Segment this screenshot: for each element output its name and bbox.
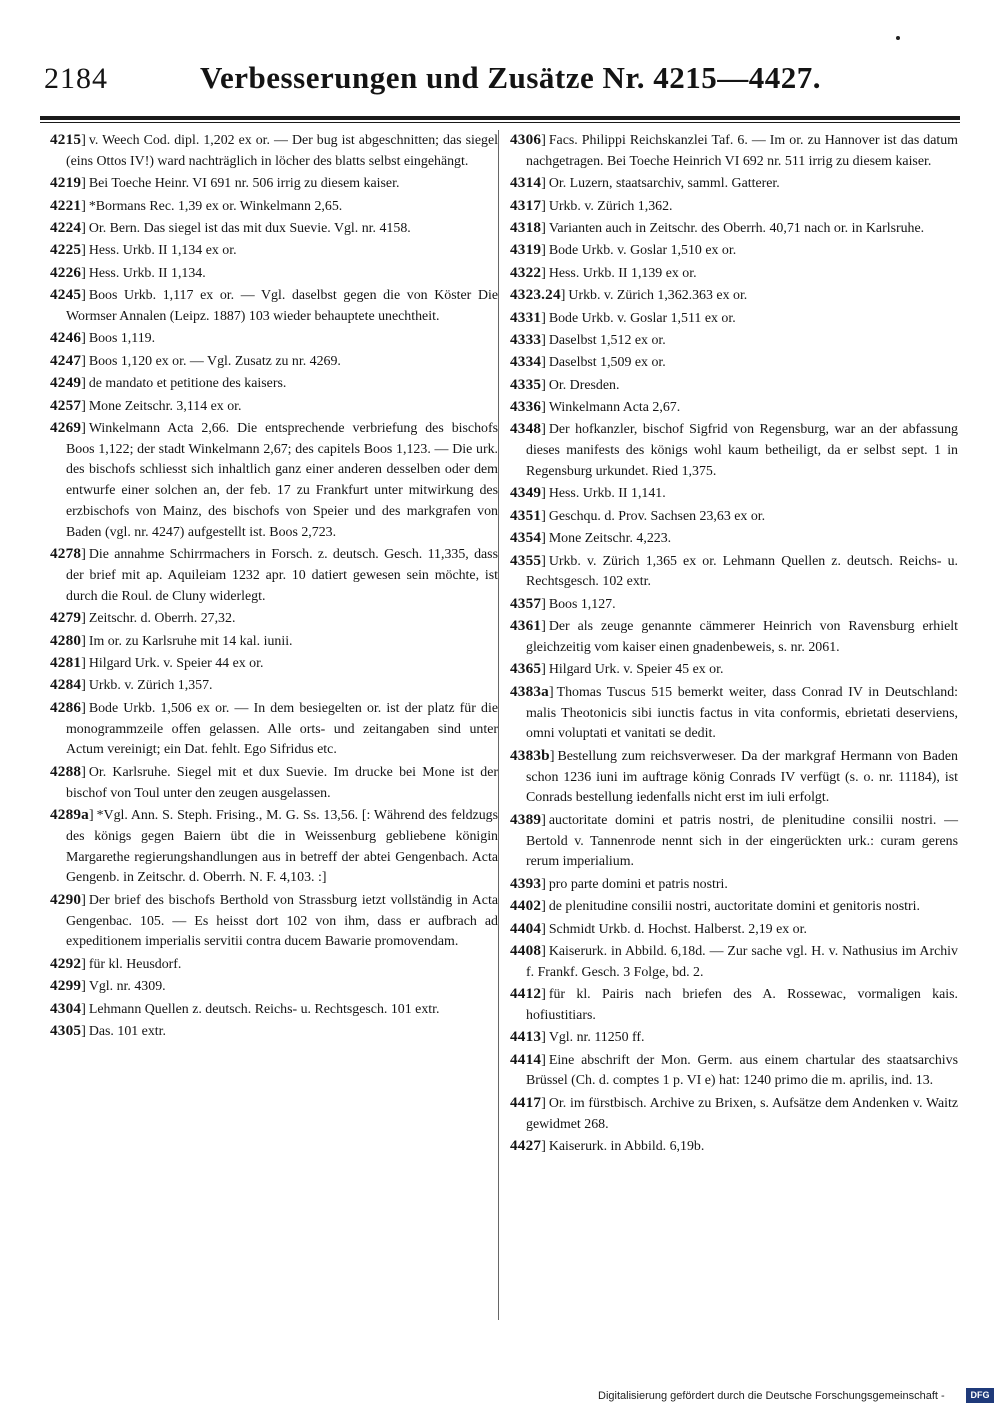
entry: [50, 328, 498, 350]
entry-bracket: ]: [81, 892, 86, 908]
entry: [510, 1027, 958, 1049]
entry-bracket: ]: [541, 133, 546, 148]
entry-bracket: ]: [541, 310, 546, 326]
entry-number: 4224: [50, 218, 82, 236]
entry-text: Or. Luzern, staatsarchiv, samml. Gatterer.: [548, 176, 780, 192]
entry: [50, 240, 498, 262]
entry-text: Mone Zeitschr. 4,223.: [548, 531, 672, 547]
entry: [510, 941, 958, 984]
entry: [50, 196, 498, 218]
entry-text: Or. im fürstbisch. Archive zu Brixen, s. Aufsätze dem Andenken v. Waitz gewidmet 268.: [526, 1095, 958, 1132]
entry-text: Zeitschr. d. Oberrh. 27,32.: [88, 611, 236, 627]
entry-number: 4412: [510, 985, 542, 1003]
entry: [510, 1136, 958, 1158]
entry-text: Hess. Urkb. II 1,139 ex or.: [548, 265, 697, 281]
entry: [50, 1021, 498, 1043]
entry: [50, 762, 498, 805]
dfg-logo: DFG: [966, 1388, 994, 1403]
entry-number: 4314: [510, 174, 542, 192]
entry-number: 4355: [510, 551, 542, 569]
entry-bracket: ]: [541, 662, 546, 678]
entry: [50, 544, 498, 607]
entry: [510, 746, 958, 809]
entry: [510, 130, 958, 173]
entry-bracket: ]: [541, 1139, 546, 1155]
entry-text: de plenitudine consilii nostri, auctoritate domini et genitoris nostri.: [548, 899, 920, 915]
entry: [510, 218, 958, 240]
entry-text: Winkelmann Acta 2,67.: [548, 400, 681, 416]
entry-number: 4299: [50, 977, 82, 995]
entry-number: 4215: [50, 131, 82, 148]
entry-text: Der hofkanzler, bischof Sigfrid von Regensburg, war an der abfassung dieses manifests des königs wohl kaum betheiligt, da er selbst sept. 1 in Regensburg urkundet. Ried 1,375.: [526, 422, 958, 480]
entry-bracket: ]: [81, 1023, 86, 1039]
entry-text: Urkb. v. Zürich 1,362.: [548, 198, 673, 214]
entry-bracket: ]: [81, 133, 86, 148]
entry: [510, 308, 958, 330]
entry-number: 4361: [510, 617, 542, 635]
entry: [510, 896, 958, 918]
entry-text: *Vgl. Ann. S. Steph. Frising., M. G. Ss. 13,56. [: Während des feldzugs des königs gegen Baiern übt die in Weissenburg gebliebene königin Margarethe regierungshandlungen aus in betreff der abtei Gengenbach. Acta Gengenb. in Zeitschr. d. Oberrh. N. F. 4,103. :]: [66, 807, 498, 886]
entry-number: 4402: [510, 897, 542, 915]
header-rule-thin: [40, 122, 960, 123]
entry-number: 4278: [50, 545, 82, 563]
entry-bracket: ]: [81, 700, 86, 716]
entry-text: Hess. Urkb. II 1,134.: [88, 265, 206, 281]
entry-bracket: ]: [88, 807, 94, 823]
entry-bracket: ]: [541, 400, 546, 416]
entry-bracket: ]: [541, 596, 546, 612]
entry: [50, 218, 498, 240]
entry-text: Vgl. nr. 11250 ff.: [548, 1030, 645, 1046]
entry-number: 4247: [50, 351, 82, 369]
page-header: [40, 62, 960, 112]
entry-number: 4365: [510, 660, 542, 678]
entry-number: 4269: [50, 418, 82, 436]
entry: [510, 285, 958, 307]
entry-bracket: ]: [541, 899, 546, 915]
entry-text: de mandato et petitione des kaisers.: [88, 376, 287, 392]
entry: [50, 373, 498, 395]
entry-number: 4333: [510, 330, 542, 348]
entry-bracket: ]: [549, 748, 555, 764]
entry-text: Das. 101 extr.: [88, 1023, 166, 1039]
entry: [510, 551, 958, 594]
entry-text: Urkb. v. Zürich 1,357.: [88, 678, 213, 694]
entry-number: 4280: [50, 631, 82, 649]
entry-number: 4357: [510, 594, 542, 612]
entry: [50, 805, 498, 889]
entry-text: Hess. Urkb. II 1,134 ex or.: [88, 243, 237, 259]
entry-text: Or. Bern. Das siegel ist das mit dux Suevie. Vgl. nr. 4158.: [88, 220, 411, 236]
entry: [510, 240, 958, 262]
entry: [50, 130, 498, 173]
entry-bracket: ]: [81, 764, 86, 780]
entry-text: Boos Urkb. 1,117 ex or. — Vgl. daselbst gegen die von Köster Die Wormser Annalen (Leipz. 1887) 103 wieder behauptete unechtheit.: [66, 288, 498, 324]
entry-bracket: ]: [81, 176, 86, 192]
column-divider: [498, 130, 499, 1320]
entry-bracket: ]: [81, 678, 86, 694]
entry-bracket: ]: [541, 377, 546, 393]
entry: [510, 397, 958, 419]
entry-bracket: ]: [81, 633, 86, 649]
entry: [50, 396, 498, 418]
entry-bracket: ]: [541, 812, 546, 828]
entry-bracket: ]: [541, 531, 546, 547]
entry-number: 4334: [510, 353, 542, 371]
entry-number: 4290: [50, 890, 82, 908]
entry: [510, 919, 958, 941]
entry-text: Thomas Tuscus 515 bemerkt weiter, dass Conrad IV in Deutschland: malis Theotonicis sibi iunctis factus in vita conformis, ebrietati deserviens, omni voluptati et vanitati se dedit.: [526, 684, 958, 742]
entry-bracket: ]: [541, 355, 546, 371]
entry-text: Urkb. v. Zürich 1,365 ex or. Lehmann Quellen z. deutsch. Reichs- u. Rechtsgesch. 102 extr.: [526, 553, 958, 590]
entry-text: Or. Karlsruhe. Siegel mit et dux Suevie. Im drucke bei Mone ist der bischof von Toul unter den zeugen ausgelassen.: [66, 764, 498, 801]
entry: [510, 1050, 958, 1093]
entry-bracket: ]: [81, 956, 86, 972]
entry-bracket: ]: [81, 331, 86, 347]
entry: [510, 483, 958, 505]
entry-number: 4413: [510, 1028, 542, 1046]
entry-bracket: ]: [541, 619, 546, 635]
entry-text: Boos 1,127.: [548, 596, 616, 612]
entry-bracket: ]: [548, 684, 554, 700]
entry: [50, 954, 498, 976]
entry-number: 4323.24: [510, 286, 561, 304]
entry: [50, 976, 498, 998]
entry-number: 4305: [50, 1021, 82, 1039]
entry-text: Kaiserurk. in Abbild. 6,19b.: [548, 1139, 705, 1155]
entry-number: 4281: [50, 654, 82, 672]
entry-number: 4257: [50, 396, 82, 414]
entry-number: 4219: [50, 174, 82, 192]
entry-bracket: ]: [81, 547, 86, 563]
entry: [50, 653, 498, 675]
page-number: 2184: [44, 62, 108, 95]
entry-text: Die annahme Schirrmachers in Forsch. z. deutsch. Gesch. 11,335, dass der brief mit ap. Aquileiam 1232 apr. 10 datiert gewesen sein möchte, ist durch die Roul. de Cluny widerlegt.: [66, 547, 498, 604]
entry-number: 4354: [510, 529, 542, 547]
entry-number: 4408: [510, 941, 542, 959]
entry: [50, 999, 498, 1021]
entry: [510, 616, 958, 659]
entry-text: Der brief des bischofs Berthold von Strassburg ietzt vollständig in Acta Gengenbac. 105. — Es heisst dort 102 von ihm, dass er aufbrach ad expeditionem imperialis servitii contra ducem Bawarie promovendam.: [66, 892, 498, 950]
entry: [510, 682, 958, 745]
entry-text: für kl. Heusdorf.: [88, 956, 182, 972]
entry-number: 4351: [510, 506, 542, 524]
entry-text: für kl. Pairis nach briefen des A. Rossewac, vormaligen kais. hofiustitiars.: [526, 987, 958, 1023]
entry-number: 4383b: [510, 746, 550, 764]
entry-text: Varianten auch in Zeitschr. des Oberrh. 40,71 nach or. in Karlsruhe.: [548, 220, 925, 236]
entry-number: 4404: [510, 919, 542, 937]
entry-bracket: ]: [81, 220, 86, 236]
entry-bracket: ]: [541, 876, 546, 892]
entry-bracket: ]: [81, 398, 86, 414]
entry-bracket: ]: [541, 1052, 546, 1068]
entry: [50, 631, 498, 653]
entry-number: 4292: [50, 954, 82, 972]
entry-text: Eine abschrift der Mon. Germ. aus einem chartular des staatsarchivs Brüssel (Ch. d. comptes 1 p. VI e) hat: 1240 primo die m. aprilis, ind. 13.: [526, 1052, 958, 1089]
page-title: Verbesserungen und Zusätze Nr. 4215—4427.: [200, 60, 822, 95]
entry-text: Boos 1,120 ex or. — Vgl. Zusatz zu nr. 4269.: [88, 353, 341, 369]
entry: [510, 263, 958, 285]
entry: [50, 890, 498, 953]
entry-text: auctoritate domini et patris nostri, de plenitudine consilii nostri. — Bertold v. Tannenrode nennt sich in der eingerückten urk.: curam gerens rerum imperialium.: [526, 812, 958, 870]
entry-bracket: ]: [541, 921, 546, 937]
entry-bracket: ]: [81, 265, 86, 281]
entry: [510, 528, 958, 550]
right-column: [510, 130, 958, 1158]
entry-number: 4348: [510, 420, 542, 438]
entry: [510, 330, 958, 352]
entry-bracket: ]: [81, 376, 86, 392]
entry-bracket: ]: [541, 243, 546, 259]
entry: [510, 1093, 958, 1136]
entry-number: 4336: [510, 398, 542, 416]
print-speck: [896, 36, 900, 40]
entry: [510, 419, 958, 482]
entry: [50, 418, 498, 544]
entry-number: 4414: [510, 1050, 542, 1068]
entry: [510, 810, 958, 873]
entry-text: Bode Urkb. v. Goslar 1,510 ex or.: [548, 243, 737, 259]
entry-number: 4246: [50, 329, 82, 347]
entry-bracket: ]: [541, 987, 546, 1003]
entry-text: Facs. Philippi Reichskanzlei Taf. 6. — Im or. zu Hannover ist das datum nachgetragen. Bei Toeche Heinrich VI 692 nr. 511 irrig zu diesem kaiser.: [526, 133, 958, 169]
entry-number: 4393: [510, 874, 542, 892]
entry-number: 4288: [50, 762, 82, 780]
entry-number: 4335: [510, 375, 542, 393]
entry: [50, 351, 498, 373]
entry: [510, 984, 958, 1027]
entry-number: 4226: [50, 263, 82, 281]
entry-bracket: ]: [81, 611, 86, 627]
entry-bracket: ]: [560, 288, 566, 304]
entry-text: Daselbst 1,512 ex or.: [548, 332, 666, 348]
header-rule-thick: [40, 116, 960, 120]
entry-number: 4322: [510, 263, 542, 281]
entry: [510, 352, 958, 374]
entry-bracket: ]: [81, 1001, 86, 1017]
entry-number: 4279: [50, 609, 82, 627]
entry: [50, 263, 498, 285]
entry-text: Urkb. v. Zürich 1,362.363 ex or.: [568, 288, 748, 304]
entry-bracket: ]: [81, 656, 86, 672]
entry: [510, 196, 958, 218]
footer-credit: Digitalisierung gefördert durch die Deutsche Forschungsgemeinschaft -: [598, 1390, 945, 1402]
entry-bracket: ]: [541, 1095, 546, 1111]
entry-number: 4306: [510, 131, 542, 148]
entry-number: 4304: [50, 999, 82, 1017]
entry-text: Winkelmann Acta 2,66. Die entsprechende verbriefung des bischofs Boos 1,122; der stadt Winkelmann 2,67; des capitels Boos 1,123. — Die urk. des bischofs schliesst sich inhaltlich ganz einer anderen desselben oder dem entwurfe einer solchen an, der feb. 17 zu Frankfurt unter mitwirkung des erzbischofs von Mainz, des bischofs von Speier und des markgrafen von Baden (vgl. nr. 4247) aufgestellt ist. Boos 2,723.: [66, 420, 498, 540]
entry-text: Kaiserurk. in Abbild. 6,18d. — Zur sache vgl. H. v. Nathusius im Archiv f. Frankf. Gesch. 3 Folge, bd. 2.: [526, 943, 958, 980]
entry-bracket: ]: [81, 353, 86, 369]
entry-number: 4225: [50, 241, 82, 259]
entry-number: 4284: [50, 676, 82, 694]
left-column: [50, 130, 498, 1043]
entry-text: Bei Toeche Heinr. VI 691 nr. 506 irrig zu diesem kaiser.: [88, 176, 400, 192]
entry-text: Hilgard Urk. v. Speier 45 ex or.: [548, 662, 724, 678]
entry-number: 4221: [50, 196, 82, 214]
entry-bracket: ]: [541, 553, 546, 569]
entry-bracket: ]: [81, 420, 86, 436]
entry-number: 4286: [50, 698, 82, 716]
entry-bracket: ]: [81, 979, 86, 995]
entry-text: Der als zeuge genannte cämmerer Heinrich von Ravensburg erhielt gleichzeitig vom kaiser einen gnadenbeweis, s. nr. 2061.: [526, 619, 958, 656]
entry: [510, 173, 958, 195]
entry-bracket: ]: [541, 486, 546, 502]
entry-number: 4317: [510, 196, 542, 214]
entry-number: 4245: [50, 286, 82, 304]
entry-number: 4427: [510, 1137, 542, 1155]
entry-number: 4389: [510, 810, 542, 828]
entry: [50, 675, 498, 697]
entry: [50, 698, 498, 761]
entry: [510, 506, 958, 528]
entry-bracket: ]: [541, 265, 546, 281]
entry-bracket: ]: [541, 198, 546, 214]
entry-text: Schmidt Urkb. d. Hochst. Halberst. 2,19 ex or.: [548, 921, 807, 937]
entry-bracket: ]: [541, 332, 546, 348]
entry-text: Hilgard Urk. v. Speier 44 ex or.: [88, 656, 264, 672]
entry-number: 4249: [50, 374, 82, 392]
entry-text: *Bormans Rec. 1,39 ex or. Winkelmann 2,65.: [88, 198, 343, 214]
entry-text: Im or. zu Karlsruhe mit 14 kal. iunii.: [88, 633, 293, 649]
entry-number: 4349: [510, 484, 542, 502]
entry-number: 4319: [510, 241, 542, 259]
entry: [510, 594, 958, 616]
entry-bracket: ]: [81, 198, 86, 214]
entry-text: v. Weech Cod. dipl. 1,202 ex or. — Der bug ist abgeschnitten; das siegel (eins Ottos IV!) ward nachträglich in löcher des blatts selbst eingehängt.: [66, 133, 498, 169]
entry-text: Vgl. nr. 4309.: [88, 979, 166, 995]
entry-bracket: ]: [541, 943, 546, 959]
entry-text: Bestellung zum reichsverweser. Da der markgraf Hermann von Baden schon 1236 iuni im auftrage könig Conrads IV verfügt (s. o. nr. 11184), ist Conrads bestellung iedenfalls nicht erst im iuli erfolgt.: [526, 748, 958, 806]
entry-text: Mone Zeitschr. 3,114 ex or.: [88, 398, 242, 414]
entry-text: Bode Urkb. 1,506 ex or. — In dem besiegelten or. ist der platz für die monogrammzeile offen gelassen. Alle orts- und zeitangaben sind unter Actum vereinigt; ein Dat. fehlt. Ego Sifridus etc.: [66, 700, 498, 758]
entry-bracket: ]: [541, 508, 546, 524]
entry-text: Hess. Urkb. II 1,141.: [548, 486, 666, 502]
entry-number: 4383a: [510, 682, 549, 700]
entry-number: 4318: [510, 218, 542, 236]
entry-text: Bode Urkb. v. Goslar 1,511 ex or.: [548, 310, 736, 326]
entry: [50, 608, 498, 630]
entry: [510, 659, 958, 681]
entry: [50, 173, 498, 195]
entry-number: 4417: [510, 1093, 542, 1111]
entry: [50, 285, 498, 328]
entry-text: pro parte domini et patris nostri.: [548, 876, 728, 892]
entry-number: 4331: [510, 308, 542, 326]
entry: [510, 375, 958, 397]
entry-bracket: ]: [541, 176, 546, 192]
entry-bracket: ]: [81, 243, 86, 259]
entry-bracket: ]: [541, 422, 546, 438]
entry-bracket: ]: [541, 1030, 546, 1046]
entry-bracket: ]: [541, 220, 546, 236]
entry-text: Daselbst 1,509 ex or.: [548, 355, 666, 371]
entry-number: 4289a: [50, 805, 89, 823]
entry-bracket: ]: [81, 288, 86, 304]
entry-text: Or. Dresden.: [548, 377, 620, 393]
entry-text: Geschqu. d. Prov. Sachsen 23,63 ex or.: [548, 508, 766, 524]
entry-text: Boos 1,119.: [88, 331, 156, 347]
entry: [510, 874, 958, 896]
entry-text: Lehmann Quellen z. deutsch. Reichs- u. Rechtsgesch. 101 extr.: [88, 1001, 440, 1017]
